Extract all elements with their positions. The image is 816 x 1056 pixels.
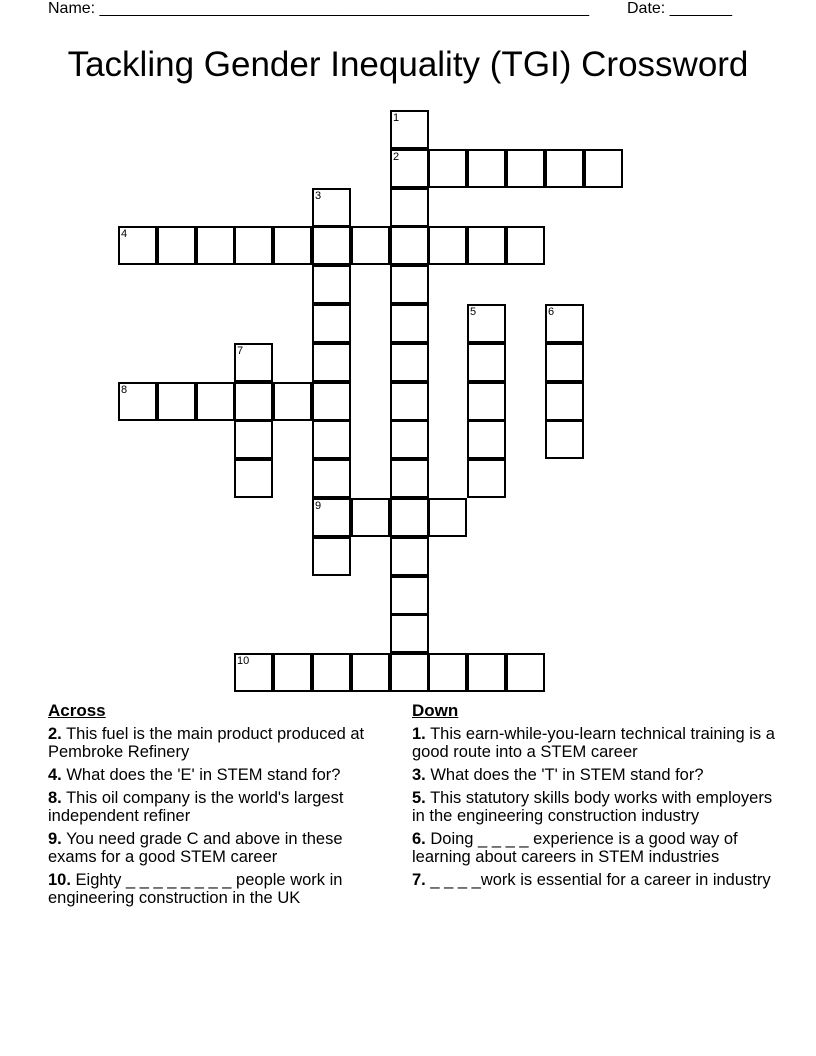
clue-number: 2. (48, 725, 62, 743)
crossword-cell[interactable] (467, 343, 506, 382)
down-clue (412, 725, 782, 761)
crossword-cell[interactable] (390, 149, 429, 188)
crossword-cell[interactable] (428, 653, 467, 692)
crossword-cell[interactable] (351, 653, 390, 692)
cell-number: 9 (315, 500, 322, 512)
crossword-cell[interactable] (312, 459, 351, 498)
clue-text: This earn-while-you-learn technical training is a good route into a STEM career (412, 725, 775, 761)
crossword-cell[interactable] (312, 420, 351, 459)
crossword-cell[interactable] (234, 226, 273, 265)
crossword-cell[interactable] (390, 459, 429, 498)
crossword-cell[interactable] (118, 226, 157, 265)
crossword-cell[interactable] (351, 498, 390, 537)
crossword-cell[interactable] (196, 382, 235, 421)
name-field-line[interactable]: Name: _______________________________________________________ (48, 0, 589, 17)
crossword-cell[interactable] (390, 420, 429, 459)
crossword-cell[interactable] (273, 653, 312, 692)
crossword-cell[interactable] (545, 382, 584, 421)
down-clues (412, 702, 782, 894)
crossword-cell[interactable] (157, 382, 196, 421)
clue-text: This fuel is the main product produced at Pembroke Refinery (48, 725, 365, 761)
crossword-cell[interactable] (506, 653, 545, 692)
cell-number: 6 (548, 306, 555, 318)
crossword-cell[interactable] (312, 498, 351, 537)
cell-number: 7 (237, 345, 244, 357)
down-clue (412, 871, 782, 889)
crossword-cell[interactable] (234, 653, 273, 692)
crossword-cell[interactable] (390, 226, 429, 265)
down-clue (412, 789, 782, 825)
crossword-cell[interactable] (390, 614, 429, 653)
clue-number: 9. (48, 830, 62, 848)
clue-number: 1. (412, 725, 426, 743)
crossword-cell[interactable] (312, 537, 351, 576)
clue-number: 7. (412, 871, 426, 889)
crossword-cell[interactable] (273, 382, 312, 421)
page-title: Tackling Gender Inequality (TGI) Crossword (67, 45, 749, 84)
clue-text: What does the 'E' in STEM stand for? (66, 766, 341, 784)
across-clue (48, 789, 393, 825)
crossword-cell[interactable] (467, 304, 506, 343)
crossword-cell[interactable] (312, 304, 351, 343)
crossword-cell[interactable] (390, 382, 429, 421)
clue-text: Eighty _ _ _ _ _ _ _ _ people work in engineering construction in the UK (48, 871, 343, 907)
crossword-cell[interactable] (467, 653, 506, 692)
clue-number: 8. (48, 789, 62, 807)
across-heading: Across (48, 701, 106, 720)
cell-number: 3 (315, 190, 322, 202)
crossword-cell[interactable] (467, 149, 506, 188)
crossword-cell[interactable] (312, 382, 351, 421)
down-heading: Down (412, 701, 459, 720)
crossword-cell[interactable] (545, 420, 584, 459)
crossword-cell[interactable] (467, 226, 506, 265)
clue-number: 6. (412, 830, 426, 848)
crossword-cell[interactable] (196, 226, 235, 265)
clue-number: 10. (48, 871, 71, 889)
crossword-cell[interactable] (390, 188, 429, 227)
crossword-cell[interactable] (351, 226, 390, 265)
crossword-cell[interactable] (467, 459, 506, 498)
crossword-cell[interactable] (545, 304, 584, 343)
across-clue (48, 725, 393, 761)
across-clue (48, 830, 393, 866)
clue-number: 4. (48, 766, 62, 784)
crossword-cell[interactable] (390, 576, 429, 615)
clue-number: 3. (412, 766, 426, 784)
crossword-cell[interactable] (428, 226, 467, 265)
crossword-cell[interactable] (390, 537, 429, 576)
crossword-cell[interactable] (467, 420, 506, 459)
crossword-cell[interactable] (390, 498, 429, 537)
clue-text: Doing _ _ _ _ experience is a good way of learning about careers in STEM industries (412, 830, 738, 866)
crossword-cell[interactable] (312, 226, 351, 265)
clue-number: 5. (412, 789, 426, 807)
crossword-cell[interactable] (390, 304, 429, 343)
crossword-cell[interactable] (390, 653, 429, 692)
crossword-cell[interactable] (390, 110, 429, 149)
crossword-cell[interactable] (273, 226, 312, 265)
crossword-cell[interactable] (428, 149, 467, 188)
crossword-cell[interactable] (234, 420, 273, 459)
crossword-cell[interactable] (428, 498, 467, 537)
clue-text: You need grade C and above in these exams for a good STEM career (48, 830, 343, 866)
across-clues (48, 702, 393, 912)
down-clue (412, 830, 782, 866)
crossword-cell[interactable] (506, 226, 545, 265)
cell-number: 8 (121, 384, 128, 396)
clue-text: _ _ _ _work is essential for a career in industry (430, 871, 771, 889)
crossword-cell[interactable] (390, 343, 429, 382)
down-clue (412, 766, 782, 784)
cell-number: 10 (237, 655, 250, 667)
crossword-cell[interactable] (312, 265, 351, 304)
crossword-cell[interactable] (545, 343, 584, 382)
crossword-cell[interactable] (312, 343, 351, 382)
cell-number: 4 (121, 228, 128, 240)
cell-number: 1 (393, 112, 400, 124)
crossword-cell[interactable] (390, 265, 429, 304)
date-field-line[interactable]: Date: _______ (627, 0, 732, 17)
crossword-cell[interactable] (467, 382, 506, 421)
crossword-cell[interactable] (312, 653, 351, 692)
crossword-cell[interactable] (157, 226, 196, 265)
across-clue (48, 871, 393, 907)
across-clue (48, 766, 393, 784)
clue-text: This oil company is the world's largest independent refiner (48, 789, 344, 825)
crossword-cell[interactable] (506, 149, 545, 188)
crossword-cell[interactable] (234, 459, 273, 498)
cell-number: 2 (393, 151, 400, 163)
cell-number: 5 (470, 306, 477, 318)
crossword-cell[interactable] (545, 149, 584, 188)
crossword-cell[interactable] (312, 188, 351, 227)
crossword-cell[interactable] (118, 382, 157, 421)
crossword-cell[interactable] (584, 149, 623, 188)
clue-text: What does the 'T' in STEM stand for? (430, 766, 704, 784)
clue-text: This statutory skills body works with employers in the engineering construction industry (412, 789, 773, 825)
crossword-cell[interactable] (234, 382, 273, 421)
crossword-cell[interactable] (234, 343, 273, 382)
